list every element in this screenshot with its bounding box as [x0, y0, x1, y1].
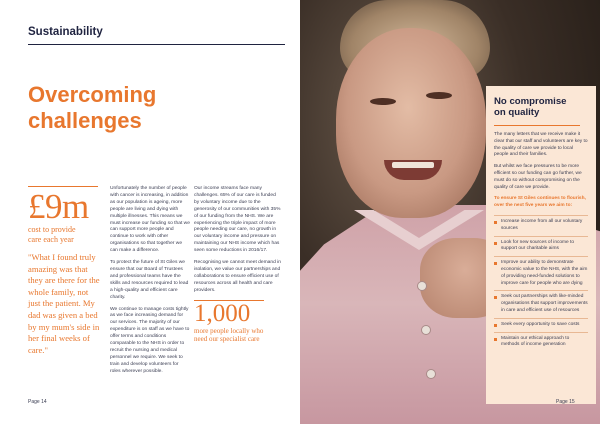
aim-text: Improve our ability to demonstrate economic value to the NHS, with the aim of providing need-funded solutions to improve care for people who are dying: [501, 260, 588, 286]
aim-list-item: [494, 318, 588, 332]
aim-text: Look for new sources of income to support our charitable aims: [501, 239, 575, 252]
panel-paragraph: The many letters that we receive make it clear that our staff and volunteers are key to the quality of care we provide to local people and their families.: [494, 132, 588, 158]
teeth-shape: [392, 162, 434, 168]
aim-list-item: [494, 332, 588, 353]
cost-stat-value: £9m: [28, 187, 89, 226]
bullet-icon: [494, 296, 497, 299]
face-shape: [336, 28, 486, 218]
bullet-icon: [494, 221, 497, 224]
panel-title-line-1: No compromise: [494, 96, 567, 107]
aim-list-item: [494, 256, 588, 290]
info-panel: [486, 86, 596, 404]
bullet-icon: [494, 242, 497, 245]
eye-right-shape: [426, 92, 452, 99]
section-title: Sustainability: [28, 26, 103, 38]
people-stat-caption: [194, 327, 282, 344]
page-headline: [28, 82, 156, 134]
panel-divider: [494, 125, 580, 126]
blouse-button-shape: [427, 370, 435, 378]
people-stat-caption-line-1: more people locally who: [194, 326, 264, 335]
bullet-icon: [494, 324, 497, 327]
headline-line-2: challenges: [28, 108, 142, 133]
aim-text: Maintain our ethical approach to methods of income generation: [501, 335, 570, 348]
panel-title: [494, 96, 588, 118]
people-stat-caption-line-2: need our specialist care: [194, 335, 260, 344]
aim-text: Seek every opportunity to save costs: [501, 321, 580, 327]
cost-stat-caption-line-2: care each year: [28, 235, 74, 244]
cost-stat-caption: [28, 225, 102, 245]
aim-text: Increase income from all our voluntary sources: [501, 218, 583, 231]
body-column-2: [194, 186, 282, 344]
page-number-right: Page 15: [556, 399, 575, 405]
body-paragraph: Our income streams face many challenges. 65% of our care is funded by voluntary income due to the generosity of our communities with 35% of our funding from the NHS. We are experiencing the triple impact of more people needing our care, no growth in our voluntary income and pressure on maintaining our NHS income which has seen some reductions in 2016/17.: [194, 186, 281, 254]
eye-left-shape: [370, 98, 396, 105]
cost-stat-caption-line-1: cost to provide: [28, 225, 76, 234]
aim-list-item: [494, 290, 588, 317]
stat-column: [28, 186, 102, 356]
bullet-icon: [494, 338, 497, 341]
section-divider: [28, 44, 285, 45]
panel-paragraph: But whilst we face pressures to be more efficient so our funding can go further, we must do so without compromising on the quality of care we provide.: [494, 164, 582, 190]
body-column-1: [110, 186, 190, 381]
headline-line-1: Overcoming: [28, 82, 157, 107]
people-stat: [194, 300, 282, 344]
aim-list-item: [494, 236, 588, 257]
aim-list-item: [494, 215, 588, 236]
body-paragraph: Unfortunately the number of people with cancer is increasing, in addition as our population is ageing, more people are living and dying with multiple illnesses. This means we must increase our funding so that we can support more people and continue to work with other organisations so that together we can make a difference.: [110, 186, 190, 254]
body-paragraph: Recognising we cannot meet demand in isolation, we value our partnerships and collaborations to ensure efficient use of resources across all health and care providers.: [194, 260, 281, 293]
aim-text: Seek out partnerships with like-minded organisations that support improvements in care and efficient use of resources: [501, 294, 588, 313]
family-quote: "What I found truly amazing was that they are there for the whole family, not just the patient. My dad was given a bed by my mum's side in her final weeks of care.": [28, 252, 100, 355]
panel-aims-intro: To ensure St Giles continues to flourish, over the next five years we aim to:: [494, 196, 586, 209]
body-paragraph: We continue to manage costs tightly as we face increasing demand for our services. The majority of our expenditure is on staff as we have to offer terms and conditions comparable to the NHS in order to recruit the nursing and medical personnel we require. We seek to train and develop volunteers for roles wherever possible.: [110, 306, 190, 374]
body-paragraph: To protect the future of St Giles we ensure that our Board of Trustees and professional teams have the skills and resources required to lead a high-quality and efficient care charity.: [110, 260, 189, 300]
people-stat-value: 1,000: [194, 299, 251, 327]
bullet-icon: [494, 262, 497, 265]
page-number-left: Page 14: [28, 399, 47, 405]
blouse-button-shape: [422, 326, 430, 334]
panel-title-line-2: on quality: [494, 107, 540, 118]
blouse-button-shape: [418, 282, 426, 290]
